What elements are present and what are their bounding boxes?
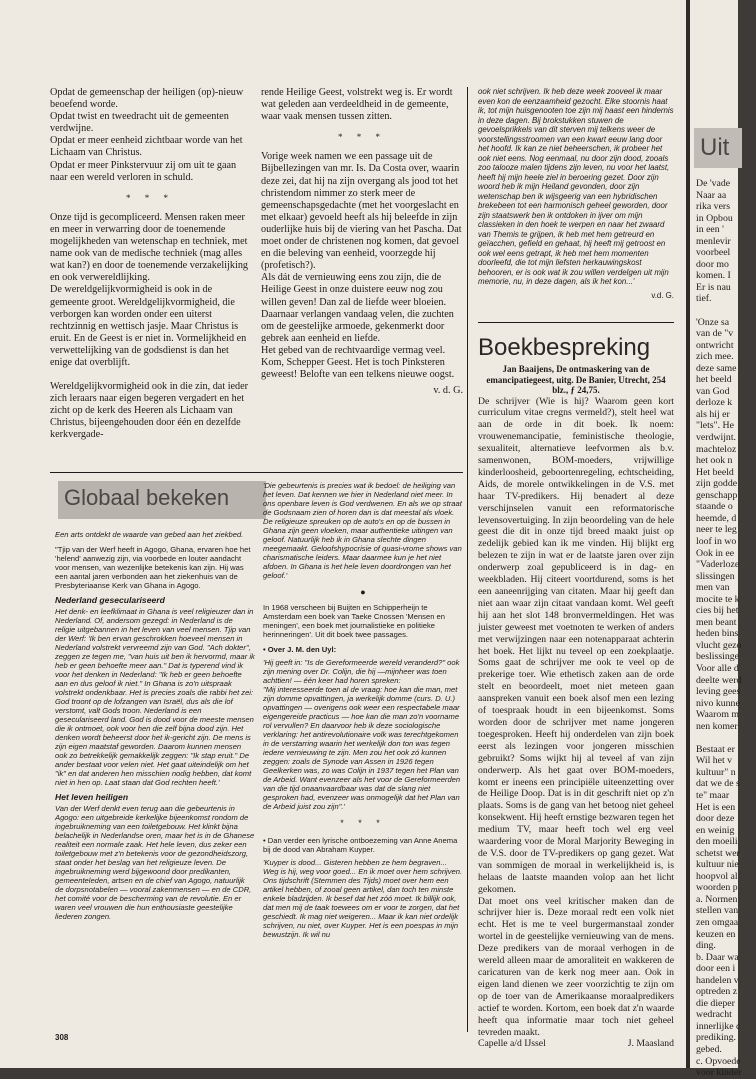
section-title-boekbespreking: Boekbespreking xyxy=(478,334,651,361)
facing-text-line: nivo kunne xyxy=(696,697,740,709)
facing-text-line: "lets". He xyxy=(696,420,734,432)
facing-text-line: van God xyxy=(696,385,730,397)
facing-text-line: stellen van xyxy=(696,905,739,917)
facing-text-line: zen omgaa xyxy=(696,917,739,928)
facing-text-line: heemde, d xyxy=(696,512,737,524)
paragraph: 'Kuyper is dood... Gisteren hebben ze hem begraven... Weg is hij, weg voor goed... En ik moet over hem schrijven. Ons tijdschrift (Stemmen des Tijds) moet over hem een artikel hebben, of zooal geen artikel, dan toch ten minste enkele bladzijden. Ik besef dat het zóó moet. Ik billijk ook, dat men mij de taak toewees om er voor te zorgen, dat het geschiedt. Ik mag niet weigeren... Maar ik kan niet ordelijk schrijven, nu niet, over Kuyper. Het is een poespas in mijn bewustzijn. Ik wil nu xyxy=(263,858,463,939)
paragraph: Opdat twist en tweedracht uit de gemeenten verdwijne. xyxy=(50,111,229,135)
facing-text-line: Wil het v xyxy=(696,755,733,767)
facing-text-line: Ook in ee xyxy=(696,547,735,559)
facing-text-line: door deze xyxy=(696,813,735,825)
facing-text-line xyxy=(696,305,756,317)
facing-text-line: ontwricht xyxy=(696,339,734,351)
facing-text-line: die dieper xyxy=(696,997,735,1009)
facing-text-line: als hij er xyxy=(696,408,730,420)
facing-text-line: a. Normen xyxy=(696,893,738,905)
book-review xyxy=(478,364,674,1050)
globaal-column-2 xyxy=(263,481,463,1033)
paragraph: "Mij interesseerde toen al de vraag: hoe kan die man, met zijn domme opvattingen, ja werkelijk domme (curs. D. U.) opvattingen — overigens ook weer een respectabele maar eigengereide practicus — hoe kan die man zo'n voorname rol vervullen? En daarvoor heb ik deze sociologische verklaring: het antirevolutionaire volk was terechtgekomen in de verstarring waarin het werkelijk don ton was tegen iedere vernieuwing te zijn. Men zou het ook zó kunnen zeggen: zoals de Synode van Assen in 1926 tegen Geelkerken was, zo was Colijn in 1937 tegen het Plan van de Arbeid. Want evenzeer als het voor de Gereformeerden van die tijd onaanvaardbaar was dat de slang niet gesproken had, evenzeer was onmogelijk dat het Plan van de Arbeid juist zou zijn".' xyxy=(263,685,461,811)
paragraph: Opdat er meer eenheid zichtbaar worde van het Lichaam van Christus. xyxy=(50,135,243,159)
bullet-divider: ● xyxy=(360,587,366,597)
facing-text-line: door een i xyxy=(696,963,736,975)
review-footer xyxy=(478,1038,674,1050)
facing-text-line: deze same xyxy=(696,362,737,374)
globaal-column xyxy=(55,530,255,1030)
facing-text-line: gebed. xyxy=(696,1044,722,1056)
facing-text-line: dat we de s xyxy=(696,778,740,790)
facing-text-line: keuzen en xyxy=(696,928,736,940)
review-body: Dat moet ons veel kritischer maken dan de schrijver hier is. Deze moraal redt een volk niet echt. Het is me te veel burgermanstaal zonder wortel in de geestelijke vernieuwing van de mens. Deze predikers van de moraal verhogen in de wereld alleen maar de amoraliteit en wakkeren de caricaturen van de kerk nog meer aan. Ook in eigen land dienen we zeer voorzichtig te zijn om op de toer van de Amerikaanse moraalpredikers actief te worden. Kortom, een boek dat z'n waarde heeft qua informatie maar toch niet geheel tevreden maakt. xyxy=(478,895,674,1038)
section-divider: * * * xyxy=(340,818,386,828)
review-body: De schrijver (Wie is hij? Waarom geen kort curriculum vitae cregns vermeld?), stelt heel wat aan de orde in dit boek. Ik noem: vrouwenemancipatie, feministische theologie, sexualiteit, alternatieve leefvormen als b.v. samenwonen, BOM-moeders, vrijwillige kinderloosheid, geboortenregeling, echtscheiding, Aids, de morele ontwikkelingen in de V.S. met haar TV-predikers. Hij benadert al deze verschijnselen vanuit een reformatorische levensovertuiging. In zijn beoordeling van de hele geest die dit in onze tijd breed maakt juist op zedelijk gebied kan ik me vinden. Hij blijkt erg belezen te zijn in wat er de laatste jaren over zijn onderwerp zoal gepubliceerd is in dag- en weekbladen. Hij citeert voortdurend, soms is het een aaneenrijging van citaten. Maar hij geeft dan niet aan waar zijn citaat vandaan komt. Wel geeft hij aan het slot 148 bronvermeldingen. Het was juister geweest met voetnoten te werken of anders met verwijzingen naar een notenapparaat achterin het boek. Het lijkt nu teveel op een zoekplaatje. Soms gaat de schrijver me ook te veel op de prekerige toer. Wie ethetisch zaken aan de orde stelt en beoordeelt, moet niet meteen gaan aanspreken vanuit een boek alsof men een lezing of toespraak houdt in een bijeenkomst. Soms worden door de schrijver met name jongeren toegesproken. Heeft hij onderdelen van zijn boek eerst als lezingen voor jongeren misschien gebruikt? Soms wijkt hij al teveel af van zijn onderwerp. Als het gaat over BOM-moeders, komt er ineens een principiële uiteenzetting over de Heilige Doop. Dat is in dit geschrift niet op z'n plaats. Soms is de gang van het betoog niet geheel konsekwent. Hij heeft ernstige bezwaren tegen het medium TV, maar heeft toch wel erg veel waardering voor de Moral Marjority Beweging in de V.S. door de TV-predikers op gang gezet. Wat van sommigen de moraal in werkelijkheid is, is helaas de laatste maanden volop aan het licht gekomen. xyxy=(478,395,674,895)
facing-text-line: leving gees xyxy=(696,686,741,698)
facing-text-line: men van xyxy=(696,582,730,594)
facing-text-line: tief. xyxy=(696,293,712,305)
facing-text-line: beslissinge xyxy=(696,651,739,663)
facing-title: Uit xyxy=(700,134,730,161)
paragraph: Vorige week namen we een passage uit de Bijbellezingen van mr. Is. Da Costa over, waarin deze zei, dat hij na zijn overgang als jood tot het christendom nimmer zo sterk meer de gemeenschapsgedachte (met het voorgeslacht en met elkaar) gevoeld heeft als hij beleefde in zijn ouderlijke huis bij de viering van het Pascha. Dat moet onder de christenen nog komen, dat gevoel en die beleving van eenheid, voorzegde hij (profetisch?). xyxy=(261,151,462,272)
paragraph: Onze tijd is gecompliceerd. Mensen raken meer en meer in verwarring door de toenemende mogelijkheden van wetenschap en techniek, met name ook van de medische techniek (mag alles wat kan?) en door de toenemende verzakelijking en ook verwereldlijking. xyxy=(50,211,249,284)
facing-text-line: rika vers xyxy=(696,201,731,213)
facing-text-line: nen komer xyxy=(696,720,738,732)
paragraph: 'Die gebeurtenis is precies wat ik bedoel: de heiliging van het leven. Dat kennen we hier in Nederland niet meer. In ons openbare leven is God verdwenen. En als we op straat de Godsnaam zien of horen dan is dat meestal als vloek. De religieuze spreuken op de auto's en op de bussen in Ghana zijn geen vloeken, maar authentieke uitingen van geloof. Natuurlijk heb ik in Ghana slechte dingen meegemaakt. Geloofshypocrisie of quasi-vrome shows van charismatische leiders. Maar daarmee kun je het niet afdoen. In Ghana is het hele leven doordrongen van het geloof.' xyxy=(263,481,462,580)
intro: Een arts ontdekt de waarde van gebed aan het ziekbed. xyxy=(55,530,244,539)
paragraph: rende Heilige Geest, volstrekt weg is. Er wordt wat geleden aan verdeeldheid in de gemeente, waar vaak mensen tussen zitten. xyxy=(261,87,453,123)
signature: v.d. G. xyxy=(651,290,674,300)
facing-text-line: c. Opvoede xyxy=(696,1055,741,1067)
col1-top-list xyxy=(50,87,250,184)
paragraph: Wereldgelijkvormigheid ook in die zin, dat ieder zich leraars naar eigen begeren vergadert en het zicht op de kerk des Heeren als Lichaam van Christus, bijeengehouden door één en dezelfde kerkvergade- xyxy=(50,381,249,441)
section-title-globaal: Globaal bekeken xyxy=(64,485,230,510)
facing-title-box xyxy=(694,128,742,168)
subheading: Nederland geseculariseerd xyxy=(55,595,165,605)
facing-text-line xyxy=(696,732,756,744)
divider-line xyxy=(478,322,674,323)
paragraph: Het denk- en leefklimaat in Ghana is veel religieuzer dan in Nederland. Of, andersom gezegd: in Nederland is de religie uitgebannen in het leven van veel mensen. Tjip van der Werf: 'Ik ben ervan geschrokken hoeveel mensen in Nederland volstrekt vervreemd zijn van God. "Ach dokter", zeggen ze tegen me, "van huis uit ben ik hervormd, maar ik heb er geen behoefte meer aan." Dat is typerend vind ik voor het denken in Nederland: "Ik heb er geen behoefte aan en dus geloof ik niet." In Ghana is zo'n uitspraak volstrekt ondenkbaar. Het is precies zoals die rabbi het zei: God troont op de lofzangen van Israël, dus als die lof verstomt, valt Gods troon. Nederland is een geseculariseerd land. God is dood voor de meeste mensen die ik ontmoet, ook voor hen die zelf bijna dood zijn. Het denken wordt beheerst door het ik-gericht zijn. De mens is zijn eigen maatstaf geworden. Daarom kunnen mensen ook zo betrekkelijk gemakkelijk zeggen: "Ik stap eruit." De ander bestaat voor velen niet. Het gaat uiteindelijk om het "ik" en dat anderen hen misschien nodig hebben, dat komt niet in hen op. Laat staan dat God rechten heeft.' xyxy=(55,607,255,787)
facing-text-line: mocite te k xyxy=(696,593,740,605)
facing-text-line: "Vaderloze xyxy=(696,559,740,571)
reviewer-name: J. Maasland xyxy=(627,1038,674,1050)
section-divider: * * * xyxy=(126,192,174,203)
facing-text-line: staande o xyxy=(696,501,733,513)
paragraph: Als dát de vernieuwing eens zou zijn, die de Heilige Geest in onze duistere eeuw nog zou willen geven! Dan zal de liefde weer bloeien. Daarnaar verlangen vandaag velen, die zuchten om de geestelijke armoede, gekenmerkt door gebrek aan eenheid en liefde. xyxy=(261,272,454,344)
paragraph: In 1968 verscheen bij Buijten en Schipperheijn te Amsterdam een boek van Taeke Cnossen 'Mensen en meningen', een boek met journalistieke en politieke herinneringen'. Uit dit boek twee passages. xyxy=(263,603,445,639)
paragraph: • Dan verder een lyrische ontboezeming van Anne Anema bij de dood van Abraham Kuyper. xyxy=(263,836,458,854)
facing-text-line: in Opbou xyxy=(696,212,733,224)
facing-text-line: menlevir xyxy=(696,235,731,247)
paragraph: Opdat er meer Pinkstervuur zij om uit te gaan naar een wereld verloren in schuld. xyxy=(50,159,237,183)
facing-text-line: b. Daar wa xyxy=(696,951,739,963)
facing-text-line: schetst wer xyxy=(696,847,740,859)
facing-text xyxy=(696,178,756,1079)
review-place: Capelle a/d IJssel xyxy=(478,1038,546,1050)
facing-text-line: en weinig xyxy=(696,824,735,836)
facing-text-line: vlucht gezo xyxy=(696,639,742,651)
facing-text-line: Er is nau xyxy=(696,281,731,293)
facing-text-line: machteloz xyxy=(696,443,737,455)
divider-line xyxy=(467,87,468,1032)
column-1 xyxy=(50,87,250,472)
facing-text-line: in een ' xyxy=(696,224,724,236)
facing-text-line: door mo xyxy=(696,258,729,270)
paragraph: Opdat de gemeenschap der heiligen (op)-nieuw beoefend worde. xyxy=(50,87,244,111)
paragraph: "Tjip van der Werf heeft in Agogo, Ghana, ervaren hoe het 'helend' aanwezig zijn, via voorbede en louter aandacht voor mensen, van wezenlijke betekenis kan zijn. Hij was een aantal jaren verbonden aan het ziekenhuis van de Presbyteriaanse Kerk van Ghana in Agogo. xyxy=(55,545,251,590)
facing-text-line: te" maar xyxy=(696,789,730,801)
facing-text-line: genschapp xyxy=(696,489,738,501)
column-2 xyxy=(261,87,463,472)
facing-text-line: derloze k xyxy=(696,397,733,409)
facing-text-line: woorden p xyxy=(696,882,738,894)
facing-text-line: handelen v xyxy=(696,974,739,986)
facing-text-line: deelte werd xyxy=(696,674,742,686)
facing-text-line: kultuur" n xyxy=(696,766,736,778)
page-number: 308 xyxy=(55,1033,69,1042)
facing-text-line: voor kinder xyxy=(696,1067,742,1079)
subheading: Het leven heiligen xyxy=(55,792,129,802)
section-divider: * * * xyxy=(338,132,386,143)
facing-text-line: voorbeel xyxy=(696,247,731,259)
facing-page-edge xyxy=(686,0,742,1079)
facing-text-line: innerlijke c xyxy=(696,1020,741,1032)
facing-text-line: zijn godde xyxy=(696,478,738,490)
facing-text-line: zich mee. xyxy=(696,351,734,363)
paragraph: 'Hij geeft in: "Is de Gereformeerde wereld veranderd?" ook zijn mening over Dr. Colijn, die hij —mijnheer was toen achttien! — één keer had horen spreken: xyxy=(263,658,460,685)
facing-text-line: Waarom m xyxy=(696,709,740,721)
facing-text-line: kultuur nie xyxy=(696,859,739,871)
facing-text-line: het beeld xyxy=(696,374,732,386)
facing-text-line: optreden z xyxy=(696,986,738,998)
facing-text-line: heden bins xyxy=(696,628,739,640)
facing-text-line: Voor alle d xyxy=(696,662,739,674)
facing-text-line: komen. I xyxy=(696,270,731,282)
section-title-box xyxy=(58,481,266,519)
facing-text-line: Het is een xyxy=(696,801,736,813)
paragraph: Het gebed van de rechtvaardige vermag veel. Kom, Schepper Geest. Het is toch Pinksteren geweest! Belofte van een telkens nieuwe oogst. xyxy=(261,344,455,381)
facing-text-line: hoopvol al xyxy=(696,870,738,882)
facing-text-line: van de "v xyxy=(696,328,734,340)
facing-text-line: De 'vade xyxy=(696,178,731,189)
book-citation: Jan Baaijens, De ontmaskering van de emancipatiegeest, uitg. De Banier, Utrecht, 254 blz., ƒ 24,75. xyxy=(486,364,666,395)
paragraph: Van der Werf denkt even terug aan die gebeurtenis in Agogo: een uitgebreide kerkelijke bijeenkomst rondom de ingebruikneming van een toiletgebouw. Het klinkt bijna belachelijk in Nederlandse oren, maar het is in de Ghanese realiteit een normale zaak. Het hele leven, dus zeker een toiletgebouw met z'n betekenis voor de gezondheidszorg, staat onder het beslag van het religieuze leven. De ingebruikneming werd bijgewoond door predikanten, gemeenteleden, artsen en de chief van Agogo, natuurlijk de dorpsnotabelen — vooral zakenmensen — en de CDR, het comité voor de bescherming van de revolutie. En er waren veel vrouwen die hun enthousiaste geestelijke liederen zongen. xyxy=(55,804,255,921)
facing-text-line: den moeili xyxy=(696,836,738,848)
facing-text-line: wedracht xyxy=(696,1009,732,1021)
facing-text-line: Bestaat er xyxy=(696,743,735,755)
facing-text-line: Het beeld xyxy=(696,466,734,478)
quote-paragraph: ook niet schrijven. Ik heb deze week zooveel ik maar even kon de eenzaamheid gezocht. Elke stoornis haat ik, tot mijn huisgenooten toe zijn mij haast een hindernis in deze dagen. Bij brokstukken stuwen de gevoelsprikkels van dit sterven mij telkens weer de voorstellingsstroomen van een kwart eeuw lang door het hoofd. Ik kan ze niet beheerschen, ik probeer het ook niet eens. Nog eenmaal, nu door zijn dood, zooals zoo talooze malen tijdens zijn leven, nu voor het laatst, heeft hij mijn heele ziel in beroering gezet. Door zijn woord heb ik mijn Heiland gevonden, door zijn wetenschap ben ik wijsgeerig van een hybridischen brekebeen tot een harmonisch geheel geworden, door zijn staatswerk ben ik ontdoken in ijver om mijn classieken in den hoek te werpen en naar het zwaard van Themis te grijpen, ik heb met hem getreurd en geïacchen, gefield en gehaat, hij heeft mij getroost en ook wel eens getrapt, ik heb met hem momenten doorleefd, die tot mijn liefsten herkauwingskost behooren, er is ook wat ik zou willen verdelgen uit mijn memorie, nu, in deze dagen, als ik het kon...' xyxy=(478,87,674,286)
divider-line xyxy=(50,472,463,473)
facing-text-line: loof in wo xyxy=(696,535,737,547)
facing-text-line: Naar aa xyxy=(696,189,727,201)
facing-text-line: ding. xyxy=(696,940,716,952)
facing-text-line: 'Onze sa xyxy=(696,316,730,328)
facing-text-line: neer te leg xyxy=(696,524,737,536)
signature: v. d. G. xyxy=(433,385,463,397)
facing-text-line: het ook n xyxy=(696,455,733,467)
facing-text-line: men beant xyxy=(696,616,737,628)
paragraph: De wereldgelijkvormigheid is ook in de gemeente groot. Wereldgelijkvormigheid, die verborgen kan worden onder een uiterst rechtzinnig en wettisch jasje. Maar Christus is eruit. En de Geest is er niet in. Vormelijkheid en verwettelijking van de godsdienst is dan het enige dat overblijft. xyxy=(50,284,247,368)
facing-text-line: verdwijnt. xyxy=(696,432,736,444)
facing-text-line: cies bij het xyxy=(696,605,739,617)
facing-page xyxy=(690,0,742,1079)
facing-text-line: prediking. xyxy=(696,1032,736,1044)
column-3-quote xyxy=(478,87,674,319)
bullet-heading: • Over J. M. den Uyl: xyxy=(263,645,337,654)
facing-text-line: slissingen xyxy=(696,570,735,582)
